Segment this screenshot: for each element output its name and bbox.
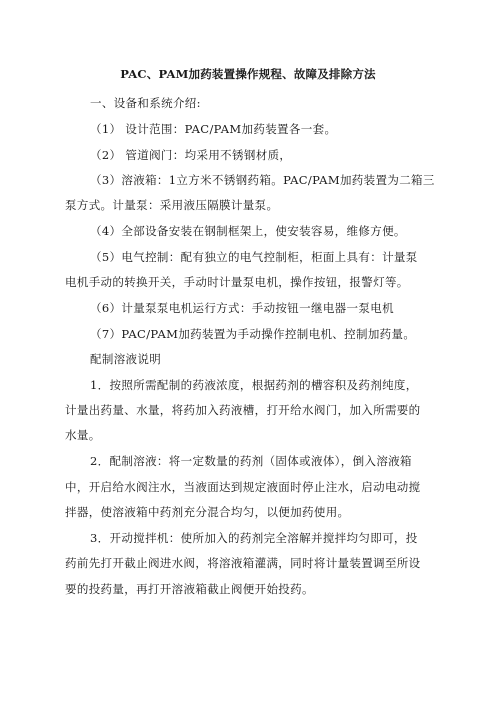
text-line: 中，开启给水阀注水，当液面达到规定液面时停止注水，启动电动搅: [65, 480, 421, 494]
text-line: 电机手动的转换开关，手动时计量泵电机，操作按钮，报警灯等。: [65, 275, 409, 289]
text-line: 1．按照所需配制的药液浓度，根据药剂的槽容积及药剂纯度，: [90, 378, 418, 392]
document-title: PAC、PAM加药装置操作规程、故障及排除方法: [120, 67, 376, 81]
text-line: 计量出药量、水量，将药加入药液槽，打开给水阀门，加入所需要的: [65, 403, 421, 417]
text-line: （1） 设计范围：PAC/PAM加药装置各一套。: [90, 122, 337, 136]
text-line: 2．配制溶液：将一定数量的药剂（固体或液体），倒入溶液箱: [90, 454, 412, 468]
text-line: （6）计量泵泵电机运行方式：手动按钮一继电器一泵电机: [90, 301, 394, 315]
text-line: （4）全部设备安装在钢制框架上，使安装容易，维修方便。: [90, 224, 406, 238]
text-line: 3．开动搅拌机：使所加入的药剂完全溶解并搅拌均匀即可，投: [90, 531, 418, 545]
subsection-heading: 配制溶液说明: [90, 352, 162, 366]
text-line: 拌器，使溶液箱中药剂充分混合均匀，以便加药使用。: [65, 505, 350, 519]
text-line: 要的投药量，再打开溶液箱截止阀便开始投药。: [65, 582, 314, 596]
text-line: 水量。: [65, 428, 101, 442]
text-line: 泵方式。计量泵：采用液压隔膜计量泵。: [65, 198, 279, 212]
text-line: （5）电气控制：配有独立的电气控制柜，柜面上具有：计量泵: [90, 250, 418, 264]
text-line: 药前先打开截止阀进水阀，将溶液箱灌满，同时将计量装置调至所设: [65, 556, 421, 570]
text-line: （3）溶液箱：1立方米不锈钢药箱。PAC/PAM加药装置为二箱三: [90, 173, 435, 187]
text-line: （7）PAC/PAM加药装置为手动操作控制电机、控制加药量。: [90, 327, 416, 341]
section-heading: 一、设备和系统介绍:: [90, 96, 201, 110]
text-line: （2） 管道阀门：均采用不锈钢材质，: [90, 148, 292, 162]
